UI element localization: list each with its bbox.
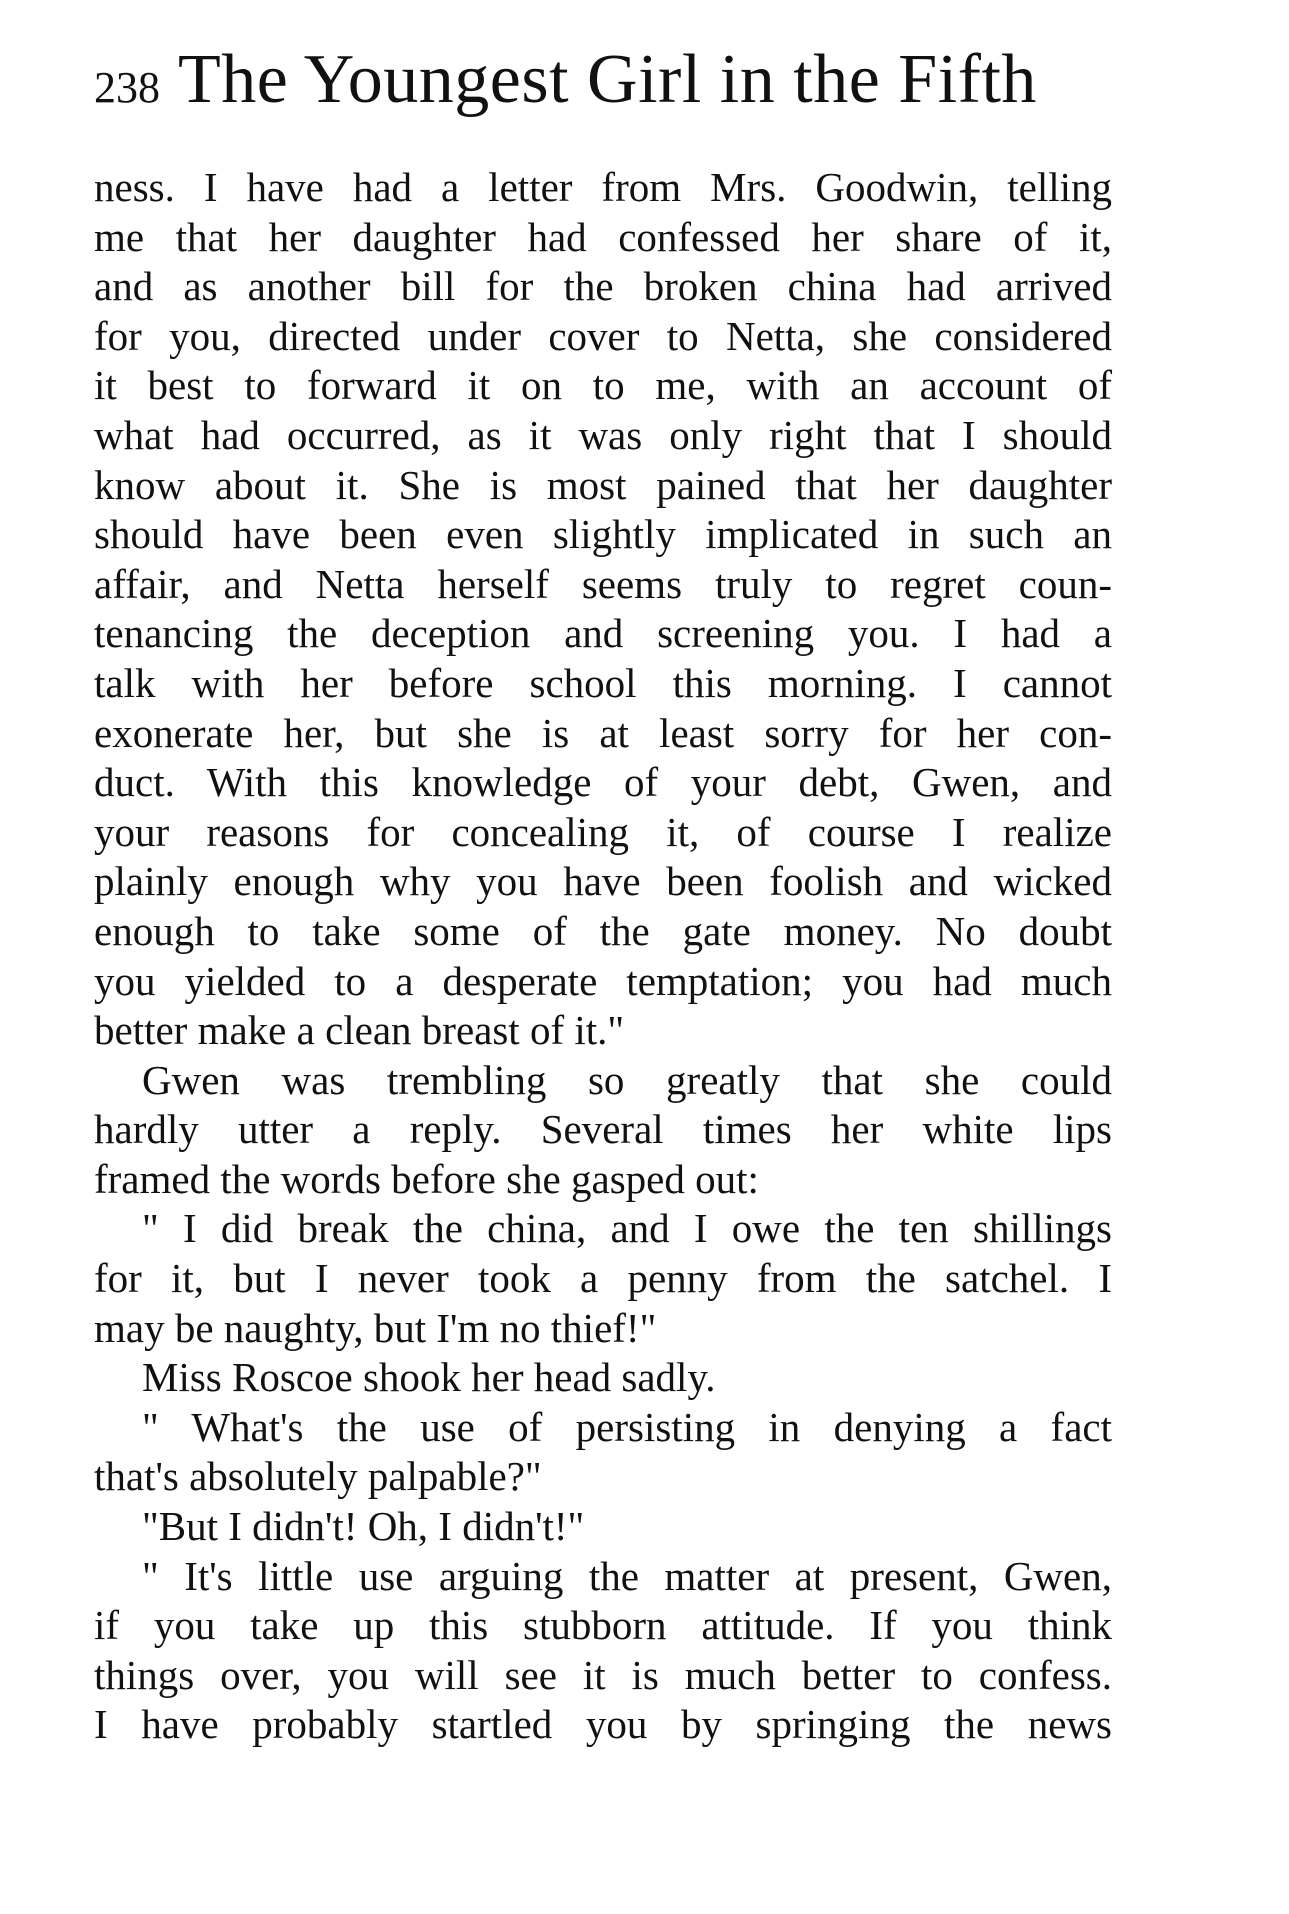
running-title: The Youngest Girl in the Fifth (178, 41, 1037, 118)
text-line: I have probably startled you by springing the news (94, 1701, 1112, 1748)
text-line: for it, but I never took a penny from the satchel. I (94, 1255, 1112, 1302)
text-line: know about it. She is most pained that her daughter (94, 461, 1112, 508)
text-line: Miss Roscoe shook her head sadly. (142, 1354, 716, 1401)
text-line: it best to forward it on to me, with an account of (94, 362, 1112, 409)
text-line: if you take up this stubborn attitude. If you think (94, 1602, 1112, 1649)
text-line: framed the words before she gasped out: (94, 1155, 759, 1202)
text-line: better make a clean breast of it." (94, 1007, 625, 1054)
text-line: ness. I have had a letter from Mrs. Goodwin, telling (94, 164, 1112, 210)
text-line: tenancing the deception and screening you. I had a (94, 610, 1112, 657)
text-line: talk with her before school this morning. I cannot (94, 659, 1112, 706)
text-line: "But I didn't! Oh, I didn't!" (142, 1503, 585, 1550)
text-line: plainly enough why you have been foolish and wicked (94, 858, 1112, 905)
text-line: things over, you will see it is much better to confess. (94, 1651, 1112, 1698)
text-line: " What's the use of persisting in denying a fact (142, 1403, 1112, 1450)
page-number: 238 (94, 63, 160, 112)
page-header (94, 40, 1114, 140)
text-line: you yielded to a desperate temptation; you had much (94, 957, 1112, 1004)
text-line: hardly utter a reply. Several times her white lips (94, 1106, 1112, 1153)
text-line: for you, directed under cover to Netta, she considered (94, 312, 1112, 359)
text-line: your reasons for concealing it, of course I realize (94, 808, 1112, 855)
text-line: exonerate her, but she is at least sorry for her con- (94, 709, 1112, 756)
text-line: should have been even slightly implicated in such an (94, 511, 1112, 558)
text-line: and as another bill for the broken china had arrived (94, 263, 1112, 310)
body-text (94, 163, 1112, 1750)
text-line: that's absolutely palpable?" (94, 1453, 542, 1500)
text-line: affair, and Netta herself seems truly to regret coun- (94, 560, 1112, 607)
text-line: enough to take some of the gate money. No doubt (94, 907, 1112, 954)
text-line: me that her daughter had confessed her share of it, (94, 213, 1112, 260)
text-line: may be naughty, but I'm no thief!" (94, 1304, 657, 1351)
text-line: what had occurred, as it was only right that I should (94, 411, 1112, 458)
text-line: " I did break the china, and I owe the ten shillings (142, 1205, 1112, 1252)
text-line: " It's little use arguing the matter at present, Gwen, (142, 1552, 1112, 1599)
text-line: duct. With this knowledge of your debt, Gwen, and (94, 759, 1112, 806)
text-line: Gwen was trembling so greatly that she could (142, 1056, 1112, 1103)
